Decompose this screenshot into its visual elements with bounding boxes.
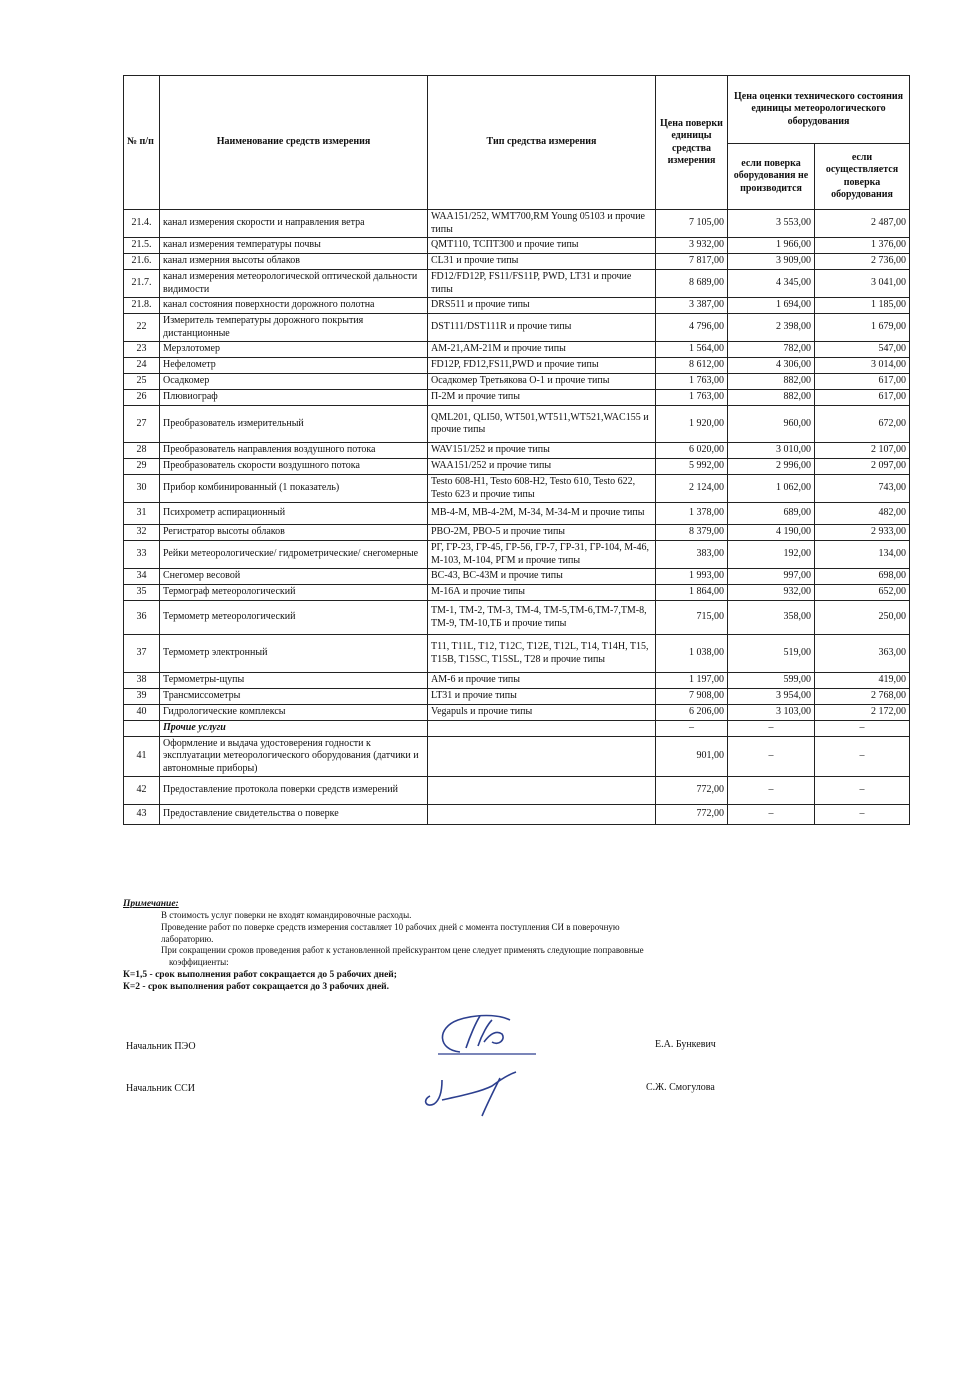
- assessment-price-no-verification: –: [728, 805, 815, 825]
- assessment-price-with-verification: –: [815, 777, 910, 805]
- verification-price: 715,00: [656, 601, 728, 635]
- row-number: 25: [124, 374, 160, 390]
- table-row: [124, 459, 910, 475]
- instrument-name: Термометр метеорологический: [160, 601, 428, 635]
- instrument-type: [428, 805, 656, 825]
- empty-cell: [124, 721, 160, 737]
- table-body: [124, 210, 910, 825]
- table-row: [124, 298, 910, 314]
- table-row: [124, 689, 910, 705]
- table-row: [124, 503, 910, 525]
- service-name: Предоставление свидетельства о поверке: [160, 805, 428, 825]
- section-title: Прочие услуги: [160, 721, 428, 737]
- table-row: [124, 736, 910, 777]
- table-row: [124, 314, 910, 342]
- verification-price: 1 197,00: [656, 673, 728, 689]
- assessment-price-with-verification: 3 014,00: [815, 358, 910, 374]
- instrument-type: CL31 и прочие типы: [428, 254, 656, 270]
- row-number: 32: [124, 525, 160, 541]
- assessment-price-no-verification: 4 190,00: [728, 525, 815, 541]
- instrument-type: WAV151/252 и прочие типы: [428, 443, 656, 459]
- row-number: 22: [124, 314, 160, 342]
- assessment-price-no-verification: 997,00: [728, 569, 815, 585]
- instrument-name: Преобразователь скорости воздушного потока: [160, 459, 428, 475]
- instrument-type: [428, 777, 656, 805]
- instrument-name: Термограф метеорологический: [160, 585, 428, 601]
- signature-name: С.Ж. Смогулова: [646, 1082, 715, 1093]
- table-row: [124, 541, 910, 569]
- notes: [123, 898, 763, 993]
- assessment-price-with-verification: 1 679,00: [815, 314, 910, 342]
- assessment-price-no-verification: 689,00: [728, 503, 815, 525]
- notes-line: Проведение работ по поверке средств измерения составляет 10 рабочих дней с момента поступления СИ в поверочную: [161, 922, 620, 933]
- section-row: [124, 721, 910, 737]
- instrument-type: DST111/DST111R и прочие типы: [428, 314, 656, 342]
- empty-cell: [428, 721, 656, 737]
- table-row: [124, 270, 910, 298]
- table-row: [124, 443, 910, 459]
- instrument-name: канал измерния высоты облаков: [160, 254, 428, 270]
- instrument-name: канал состояния поверхности дорожного полотна: [160, 298, 428, 314]
- assessment-price-with-verification: –: [815, 805, 910, 825]
- instrument-name: Термометр электронный: [160, 635, 428, 673]
- instrument-type: [428, 736, 656, 777]
- table-row: [124, 635, 910, 673]
- assessment-price-with-verification: 672,00: [815, 406, 910, 443]
- table-row: [124, 406, 910, 443]
- verification-price: 2 124,00: [656, 475, 728, 503]
- assessment-price-with-verification: 363,00: [815, 635, 910, 673]
- table-row: [124, 342, 910, 358]
- verification-price: 1 763,00: [656, 374, 728, 390]
- row-number: 35: [124, 585, 160, 601]
- verification-price: 1 864,00: [656, 585, 728, 601]
- assessment-price-no-verification: 3 553,00: [728, 210, 815, 238]
- service-name: Оформление и выдача удостоверения годности к эксплуатации метеорологического оборудования (датчики и автономные приборы): [160, 736, 428, 777]
- assessment-price-with-verification: 2 736,00: [815, 254, 910, 270]
- assessment-price-with-verification: 698,00: [815, 569, 910, 585]
- verification-price: 4 796,00: [656, 314, 728, 342]
- instrument-name: Нефелометр: [160, 358, 428, 374]
- assessment-price-with-verification: 2 107,00: [815, 443, 910, 459]
- instrument-name: Мерзлотомер: [160, 342, 428, 358]
- assessment-price-with-verification: 3 041,00: [815, 270, 910, 298]
- verification-price: 5 992,00: [656, 459, 728, 475]
- verification-price: 1 564,00: [656, 342, 728, 358]
- row-number: 30: [124, 475, 160, 503]
- notes-line: При сокращении сроков проведения работ к установленной прейскурантом цене следует применять следующие поправовные: [161, 945, 644, 956]
- assessment-price-no-verification: 882,00: [728, 390, 815, 406]
- row-number: 28: [124, 443, 160, 459]
- assessment-price-with-verification: 2 172,00: [815, 705, 910, 721]
- instrument-type: T11, T11L, T12, T12C, T12E, T12L, T14, T14H, T15, T15B, T15SC, T15SL, T28 и прочие типы: [428, 635, 656, 673]
- row-number: 36: [124, 601, 160, 635]
- instrument-type: МВ-4-М, МВ-4-2М, М-34, М-34-М и прочие типы: [428, 503, 656, 525]
- coefficient-line: К=2 - срок выполнения работ сокращается до 3 рабочих дней.: [123, 982, 390, 993]
- assessment-price-no-verification: 1 966,00: [728, 238, 815, 254]
- verification-price: 7 817,00: [656, 254, 728, 270]
- row-number: 40: [124, 705, 160, 721]
- service-name: Предоставление протокола поверки средств измерений: [160, 777, 428, 805]
- row-number: 34: [124, 569, 160, 585]
- instrument-type: РГ, ГР-23, ГР-45, ГР-56, ГР-7, ГР-31, ГР-104, М-46, М-103, М-104, РГМ и прочие типы: [428, 541, 656, 569]
- verification-price: 1 993,00: [656, 569, 728, 585]
- price-table: [123, 75, 910, 825]
- row-number: 21.4.: [124, 210, 160, 238]
- row-number: 24: [124, 358, 160, 374]
- row-number: 23: [124, 342, 160, 358]
- assessment-price-no-verification: 358,00: [728, 601, 815, 635]
- instrument-name: Преобразователь направления воздушного потока: [160, 443, 428, 459]
- row-number: 39: [124, 689, 160, 705]
- table-row: [124, 374, 910, 390]
- instrument-type: ТМ-1, ТМ-2, ТМ-3, ТМ-4, ТМ-5,ТМ-6,ТМ-7,ТМ-8, ТМ-9, ТМ-10,ТБ и прочие типы: [428, 601, 656, 635]
- assessment-price-with-verification: 1 376,00: [815, 238, 910, 254]
- section-dash: –: [728, 721, 815, 737]
- assessment-price-with-verification: 617,00: [815, 374, 910, 390]
- row-number: 26: [124, 390, 160, 406]
- row-number: 38: [124, 673, 160, 689]
- assessment-price-no-verification: 2 398,00: [728, 314, 815, 342]
- handwritten-signature: [420, 1066, 530, 1122]
- verification-price: 6 020,00: [656, 443, 728, 459]
- row-number: 42: [124, 777, 160, 805]
- assessment-price-no-verification: 599,00: [728, 673, 815, 689]
- instrument-name: Трансмиссометры: [160, 689, 428, 705]
- row-number: 21.8.: [124, 298, 160, 314]
- instrument-type: Vegapuls и прочие типы: [428, 705, 656, 721]
- section-dash: –: [656, 721, 728, 737]
- assessment-price-no-verification: 882,00: [728, 374, 815, 390]
- row-number: 43: [124, 805, 160, 825]
- service-price: 772,00: [656, 805, 728, 825]
- verification-price: 1 378,00: [656, 503, 728, 525]
- verification-price: 383,00: [656, 541, 728, 569]
- instrument-name: Термометры-щупы: [160, 673, 428, 689]
- row-number: 21.6.: [124, 254, 160, 270]
- assessment-price-no-verification: –: [728, 777, 815, 805]
- assessment-price-no-verification: 4 345,00: [728, 270, 815, 298]
- table-row: [124, 238, 910, 254]
- instrument-name: канал измерения скорости и направления ветра: [160, 210, 428, 238]
- row-number: 37: [124, 635, 160, 673]
- header-price: Цена поверки единицы средства измерения: [656, 76, 728, 210]
- signature-role: Начальник ССИ: [126, 1083, 195, 1094]
- instrument-name: канал измерения температуры почвы: [160, 238, 428, 254]
- instrument-type: FD12/FD12P, FS11/FS11P, PWD, LT31 и прочие типы: [428, 270, 656, 298]
- table-row: [124, 569, 910, 585]
- assessment-price-with-verification: 250,00: [815, 601, 910, 635]
- assessment-price-with-verification: 2 097,00: [815, 459, 910, 475]
- table-row: [124, 805, 910, 825]
- assessment-price-no-verification: 3 103,00: [728, 705, 815, 721]
- row-number: 31: [124, 503, 160, 525]
- instrument-type: WAA151/252 и прочие типы: [428, 459, 656, 475]
- verification-price: 8 689,00: [656, 270, 728, 298]
- table-row: [124, 585, 910, 601]
- assessment-price-no-verification: 1 062,00: [728, 475, 815, 503]
- instrument-name: Измеритель температуры дорожного покрытия дистанционные: [160, 314, 428, 342]
- assessment-price-with-verification: 134,00: [815, 541, 910, 569]
- row-number: 27: [124, 406, 160, 443]
- instrument-type: П-2М и прочие типы: [428, 390, 656, 406]
- verification-price: 3 932,00: [656, 238, 728, 254]
- instrument-name: Прибор комбинированный (1 показатель): [160, 475, 428, 503]
- instrument-type: DRS511 и прочие типы: [428, 298, 656, 314]
- notes-line: лабораторию.: [161, 933, 214, 944]
- assessment-price-no-verification: 3 010,00: [728, 443, 815, 459]
- table-row: [124, 777, 910, 805]
- instrument-type: QML201, QLI50, WT501,WT511,WT521,WAC155 и прочие типы: [428, 406, 656, 443]
- instrument-name: Преобразователь измерительный: [160, 406, 428, 443]
- instrument-name: Снегомер весовой: [160, 569, 428, 585]
- table-row: [124, 210, 910, 238]
- assessment-price-no-verification: 3 954,00: [728, 689, 815, 705]
- notes-line: коэффициенты:: [169, 957, 229, 968]
- header-with-verification: если осуществляется поверка оборудования: [815, 144, 910, 210]
- signature-name: Е.А. Бункевич: [655, 1039, 716, 1050]
- row-number: 21.5.: [124, 238, 160, 254]
- verification-price: 1 038,00: [656, 635, 728, 673]
- header-name: Наименование средств измерения: [160, 76, 428, 210]
- notes-title: Примечание:: [123, 899, 179, 909]
- instrument-type: ВС-43, ВС-43М и прочие типы: [428, 569, 656, 585]
- assessment-price-no-verification: 932,00: [728, 585, 815, 601]
- instrument-type: WAA151/252, WMT700,RM Young 05103 и прочие типы: [428, 210, 656, 238]
- instrument-type: Testo 608-H1, Testo 608-H2, Testo 610, Testo 622, Testo 623 и прочие типы: [428, 475, 656, 503]
- header-no-verification: если поверка оборудования не производится: [728, 144, 815, 210]
- assessment-price-with-verification: 482,00: [815, 503, 910, 525]
- assessment-price-with-verification: 2 487,00: [815, 210, 910, 238]
- instrument-type: М-16А и прочие типы: [428, 585, 656, 601]
- handwritten-signature: [432, 1008, 542, 1060]
- row-number: 41: [124, 736, 160, 777]
- instrument-type: Осадкомер Третьякова О-1 и прочие типы: [428, 374, 656, 390]
- assessment-price-no-verification: 782,00: [728, 342, 815, 358]
- verification-price: 7 105,00: [656, 210, 728, 238]
- verification-price: 3 387,00: [656, 298, 728, 314]
- assessment-price-with-verification: 617,00: [815, 390, 910, 406]
- signature-role: Начальник ПЭО: [126, 1041, 196, 1052]
- verification-price: 6 206,00: [656, 705, 728, 721]
- instrument-name: Рейки метеорологические/ гидрометрические/ снегомерные: [160, 541, 428, 569]
- header-assessment: Цена оценки технического состояния единицы метеорологического оборудования: [728, 76, 910, 144]
- assessment-price-with-verification: 1 185,00: [815, 298, 910, 314]
- table-row: [124, 475, 910, 503]
- table-row: [124, 358, 910, 374]
- instrument-type: АМ-21,АМ-21М и прочие типы: [428, 342, 656, 358]
- verification-price: 1 763,00: [656, 390, 728, 406]
- table-row: [124, 254, 910, 270]
- row-number: 21.7.: [124, 270, 160, 298]
- assessment-price-no-verification: 2 996,00: [728, 459, 815, 475]
- assessment-price-with-verification: 2 768,00: [815, 689, 910, 705]
- verification-price: 8 379,00: [656, 525, 728, 541]
- coefficient-line: К=1,5 - срок выполнения работ сокращается до 5 рабочих дней;: [123, 969, 397, 980]
- assessment-price-with-verification: 743,00: [815, 475, 910, 503]
- assessment-price-with-verification: –: [815, 736, 910, 777]
- service-price: 772,00: [656, 777, 728, 805]
- assessment-price-no-verification: 4 306,00: [728, 358, 815, 374]
- instrument-name: канал измерения метеорологической оптической дальности видимости: [160, 270, 428, 298]
- instrument-type: FD12P, FD12,FS11,PWD и прочие типы: [428, 358, 656, 374]
- assessment-price-with-verification: 547,00: [815, 342, 910, 358]
- table-row: [124, 390, 910, 406]
- table-row: [124, 525, 910, 541]
- assessment-price-no-verification: 519,00: [728, 635, 815, 673]
- verification-price: 7 908,00: [656, 689, 728, 705]
- table-row: [124, 601, 910, 635]
- row-number: 33: [124, 541, 160, 569]
- assessment-price-no-verification: –: [728, 736, 815, 777]
- assessment-price-with-verification: 2 933,00: [815, 525, 910, 541]
- instrument-name: Плювиограф: [160, 390, 428, 406]
- notes-line: В стоимость услуг поверки не входят командировочные расходы.: [161, 910, 412, 921]
- assessment-price-with-verification: 419,00: [815, 673, 910, 689]
- assessment-price-no-verification: 1 694,00: [728, 298, 815, 314]
- row-number: 29: [124, 459, 160, 475]
- instrument-name: Регистратор высоты облаков: [160, 525, 428, 541]
- section-dash: –: [815, 721, 910, 737]
- header-type: Тип средства измерения: [428, 76, 656, 210]
- instrument-type: QMT110, ТСПТ300 и прочие типы: [428, 238, 656, 254]
- assessment-price-no-verification: 192,00: [728, 541, 815, 569]
- instrument-type: LT31 и прочие типы: [428, 689, 656, 705]
- verification-price: 1 920,00: [656, 406, 728, 443]
- instrument-type: РВО-2М, РВО-5 и прочие типы: [428, 525, 656, 541]
- assessment-price-no-verification: 3 909,00: [728, 254, 815, 270]
- instrument-name: Психрометр аспирационный: [160, 503, 428, 525]
- verification-price: 8 612,00: [656, 358, 728, 374]
- header-num: № п/п: [124, 76, 160, 210]
- table-row: [124, 705, 910, 721]
- instrument-name: Осадкомер: [160, 374, 428, 390]
- instrument-name: Гидрологические комплексы: [160, 705, 428, 721]
- table-row: [124, 673, 910, 689]
- assessment-price-with-verification: 652,00: [815, 585, 910, 601]
- service-price: 901,00: [656, 736, 728, 777]
- instrument-type: АМ-6 и прочие типы: [428, 673, 656, 689]
- assessment-price-no-verification: 960,00: [728, 406, 815, 443]
